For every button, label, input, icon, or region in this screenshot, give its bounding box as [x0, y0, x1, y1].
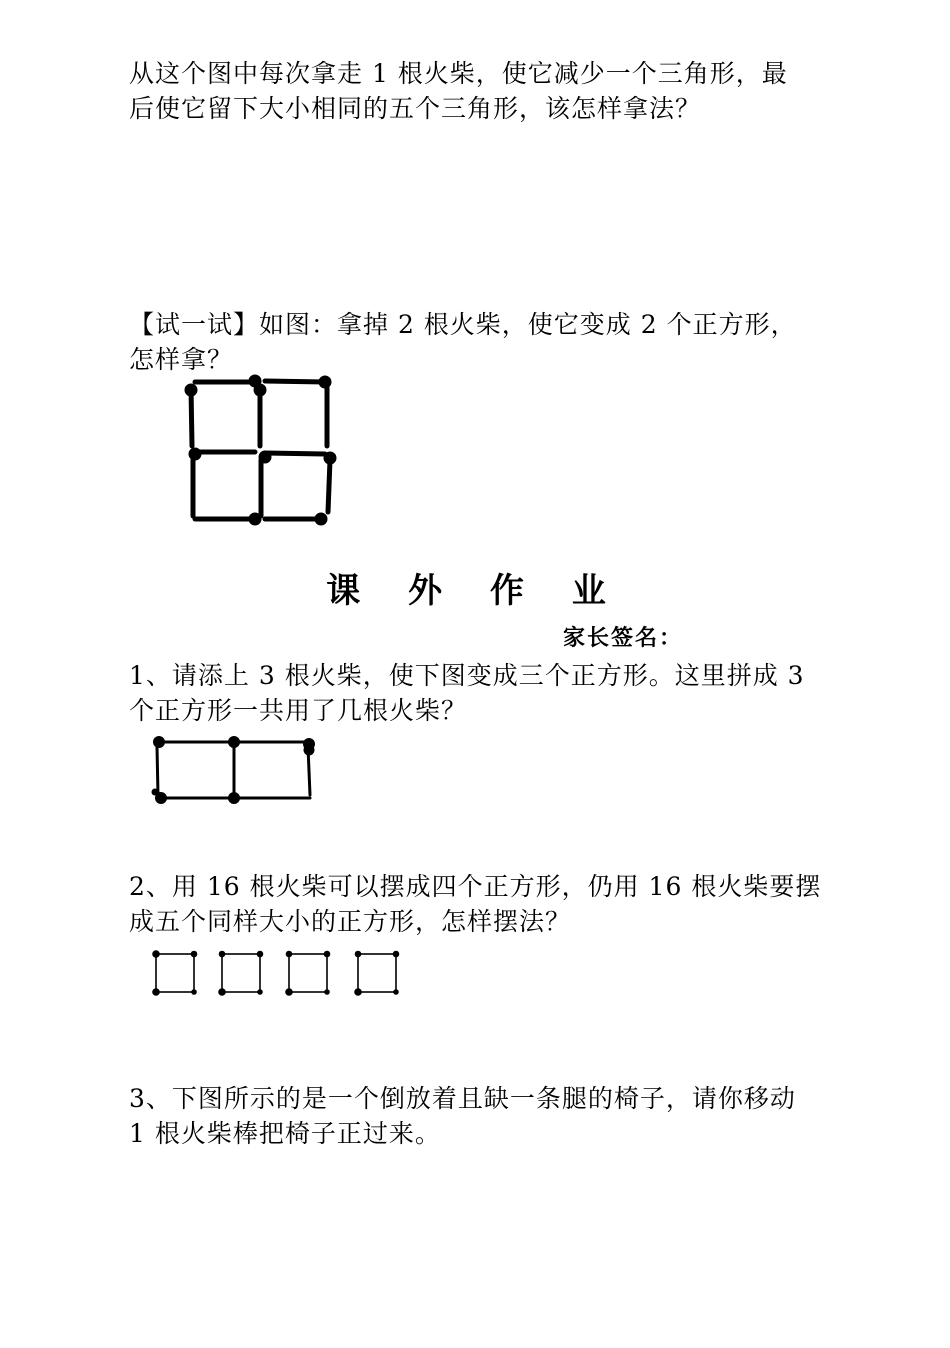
match-right-bottom [328, 460, 330, 512]
match-head [230, 794, 239, 803]
match-head [256, 386, 264, 394]
two-squares-figure [150, 735, 320, 810]
square-3 [286, 952, 330, 996]
homework-title: 课 外 作 业 [326, 571, 624, 611]
question-1-line-1: 1、请添上 3 根火柴，使下图变成三个正方形。这里拼成 3 [129, 661, 805, 690]
question-2 [129, 869, 829, 939]
square-1 [153, 951, 197, 995]
match-head [230, 738, 239, 747]
match-head [187, 386, 195, 394]
square-4 [355, 952, 399, 996]
matchstick-grid-figure [180, 370, 340, 530]
four-squares-figure [148, 948, 408, 998]
parent-signature-label: 家长签名： [563, 626, 684, 651]
match-head [157, 794, 166, 803]
square-2 [219, 952, 263, 996]
match-head [326, 454, 334, 462]
question-2-line-1: 2、用 16 根火柴可以摆成四个正方形，仍用 16 根火柴要摆 [129, 872, 822, 901]
match-left-top [191, 388, 192, 446]
intro-line-1: 从这个图中每次拿走 1 根火柴，使它减少一个三角形，最 [129, 59, 788, 88]
try-it-line-2: 怎样拿？ [129, 345, 234, 374]
question-3 [129, 1081, 829, 1151]
question-3-line-2: 1 根火柴棒把椅子正过来。 [129, 1119, 441, 1148]
match-head [251, 515, 259, 523]
try-it-paragraph [129, 307, 829, 377]
question-2-line-2: 成五个同样大小的正方形，怎样摆法？ [129, 907, 572, 936]
question-3-line-1: 3、下图所示的是一个倒放着且缺一条腿的椅子，请你移动 [129, 1084, 796, 1113]
match-mid-right [265, 453, 325, 454]
match-head [305, 746, 313, 754]
match-head [317, 515, 325, 523]
intro-line-2: 后使它留下大小相同的五个三角形，该怎样拿法？ [129, 94, 702, 123]
question-1 [129, 658, 829, 728]
match-head [155, 738, 164, 747]
try-it-line-1: 【试一试】如图：拿掉 2 根火柴，使它变成 2 个正方形， [129, 310, 797, 339]
match-top-right [265, 381, 325, 382]
match-head [321, 378, 329, 386]
match-head [153, 790, 157, 794]
match-head [191, 450, 199, 458]
intro-paragraph [129, 56, 829, 126]
match-head [251, 377, 259, 385]
question-1-line-2: 个正方形一共用了几根火柴？ [129, 696, 468, 725]
